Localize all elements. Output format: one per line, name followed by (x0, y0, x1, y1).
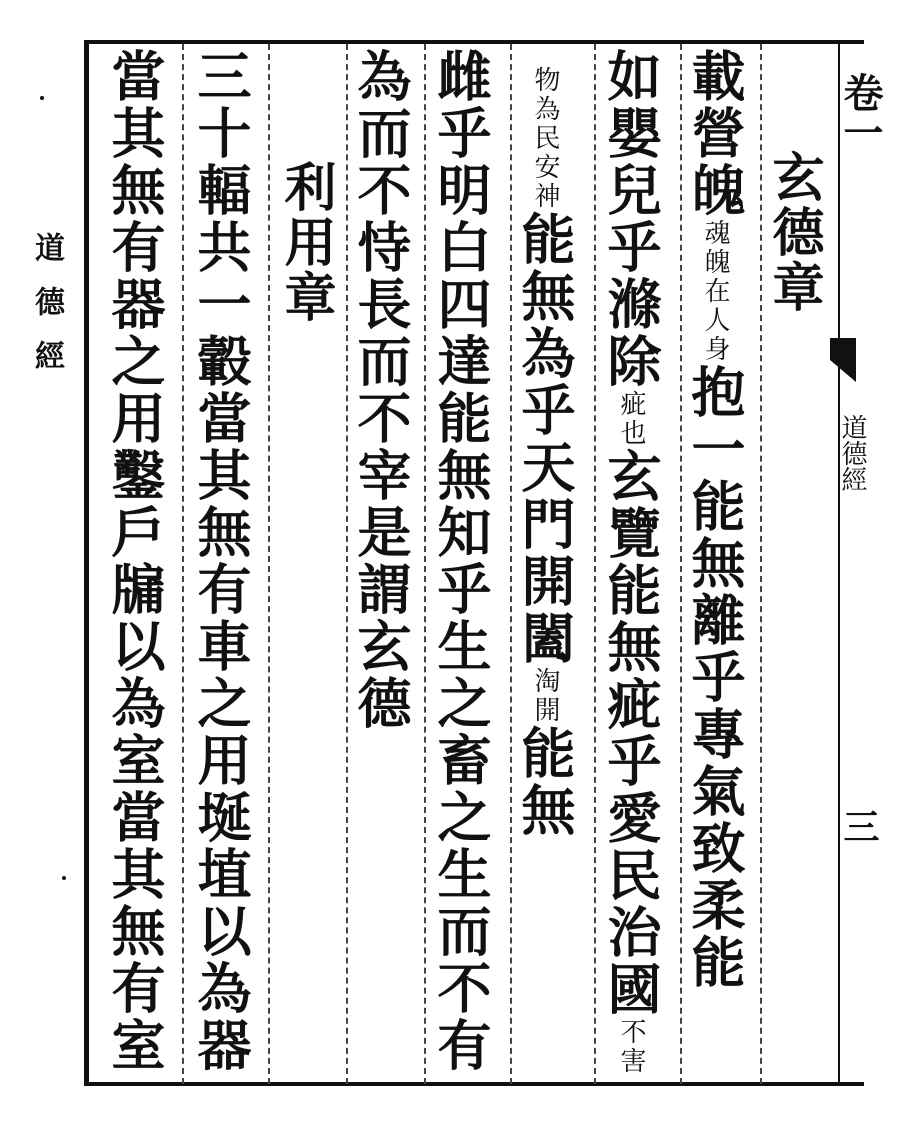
main-text: 如嬰兒乎滌除 (599, 48, 663, 390)
main-text: 當其無有器之用鑿戶牖以為室當其無有室 (103, 48, 167, 1074)
main-text: 雌乎明白四達能無知乎生之畜之生而不有 (429, 48, 493, 1074)
margin-book-title: 道德經 (29, 232, 64, 394)
fold-page-number: 三 (838, 808, 880, 844)
text-column (683, 48, 747, 991)
main-text: 三十輻共一轂當其無有車之用埏埴以為器 (189, 48, 253, 1074)
commentary-note: 物為民安神 (530, 66, 560, 211)
fold-volume: 卷一 (837, 72, 884, 152)
chapter-heading: 玄德章 (763, 150, 824, 315)
text-column (103, 48, 167, 1074)
chapter-heading: 利用章 (275, 160, 336, 325)
column-divider (182, 44, 184, 1084)
main-text: 為而不恃長而不宰是謂玄德 (349, 48, 413, 732)
text-column (513, 66, 577, 839)
column-divider (346, 44, 348, 1084)
commentary-note: 疵也 (616, 390, 646, 448)
text-column (349, 48, 413, 732)
fish-tail-mark-icon (830, 338, 856, 382)
column-divider (268, 44, 270, 1084)
column-divider (510, 44, 512, 1084)
main-text: 抱一能無離乎專氣致柔能 (683, 364, 747, 991)
page-fold-strip (824, 42, 884, 1082)
commentary-note: 不害 (616, 1018, 646, 1076)
main-text: 能無為乎天門開闔 (513, 211, 577, 667)
commentary-note: 淘開 (530, 667, 560, 725)
commentary-note: 魂魄在人身 (700, 219, 730, 364)
main-text: 玄覽能無疵乎愛民治國 (599, 448, 663, 1018)
column-divider (680, 44, 682, 1084)
column-divider (424, 44, 426, 1084)
column-divider (760, 44, 762, 1084)
text-column (763, 150, 824, 315)
text-column (429, 48, 493, 1074)
text-column (275, 160, 336, 325)
text-column (599, 48, 663, 1076)
fold-title: 道德經 (837, 414, 867, 492)
column-divider (594, 44, 596, 1084)
text-column (189, 48, 253, 1074)
main-text: 能無 (513, 725, 577, 839)
scan-speck (62, 876, 66, 880)
main-text: 載營魄 (683, 48, 747, 219)
scan-speck (40, 96, 44, 100)
